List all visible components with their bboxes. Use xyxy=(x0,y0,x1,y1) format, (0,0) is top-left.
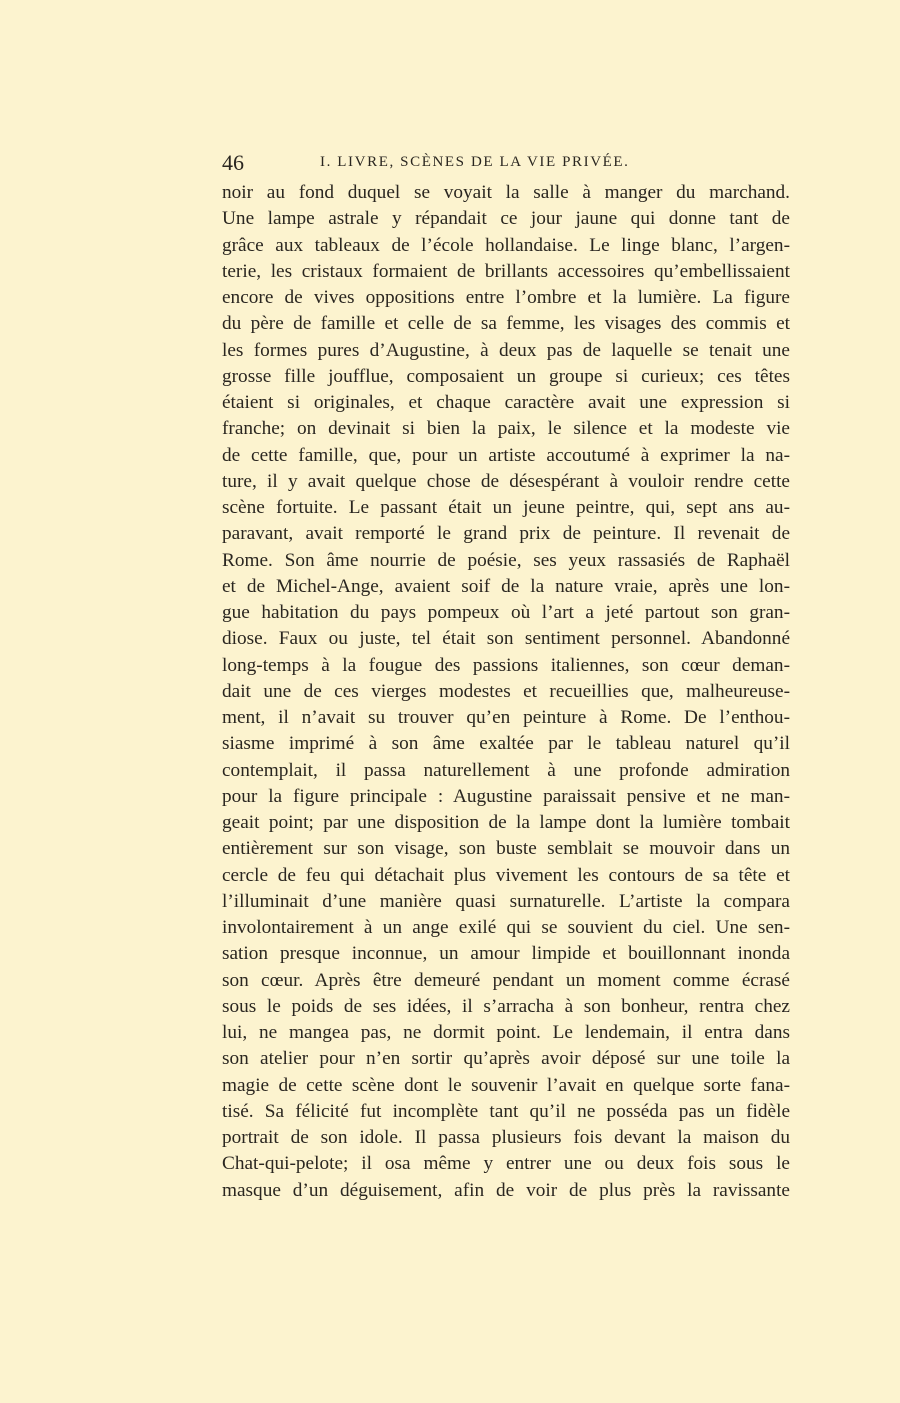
text-line: gue habitation du pays pompeux où l’art a jeté partout son gran- xyxy=(222,602,790,623)
text-line: masque d’un déguisement, afin de voir de plus près la ravissante xyxy=(222,1179,790,1201)
page-number: 46 xyxy=(222,150,244,175)
text-line: et de Michel-Ange, avaient soif de la nature vraie, après une lon- xyxy=(222,575,790,597)
text-line: diose. Faux ou juste, tel était son sentiment personnel. Abandonné xyxy=(222,628,790,650)
text-line: involontairement à un ange exilé qui se souvient du ciel. Une sen- xyxy=(222,917,790,938)
text-line: dait une de ces vierges modestes et recueillies que, malheureuse- xyxy=(222,680,790,702)
text-line: terie, les cristaux formaient de brillants accessoires qu’embellissaient xyxy=(222,260,790,282)
text-line: encore de vives oppositions entre l’ombre et la lumière. La figure xyxy=(222,287,790,308)
text-line: portrait de son idole. Il passa plusieurs fois devant la maison du xyxy=(222,1127,790,1148)
text-line: sation presque inconnue, un amour limpide et bouillonnant inonda xyxy=(222,943,790,965)
text-line: Chat-qui-pelote; il osa même y entrer une ou deux fois sous le xyxy=(222,1153,790,1175)
text-line: paravant, avait remporté le grand prix de peinture. Il revenait de xyxy=(222,523,790,545)
text-line: entièrement sur son visage, son buste semblait se mouvoir dans un xyxy=(222,838,790,860)
text-line: franche; on devinait si bien la paix, le silence et la modeste vie xyxy=(222,418,790,440)
body-text xyxy=(222,180,790,1204)
text-line: de cette famille, que, pour un artiste accoutumé à exprimer la na- xyxy=(222,444,790,466)
text-line: son cœur. Après être demeuré pendant un moment comme écrasé xyxy=(222,969,790,991)
text-line: cercle de feu qui détachait plus vivement les contours de sa tête et xyxy=(222,864,790,886)
text-line: contemplait, il passa naturellement à une profonde admiration xyxy=(222,759,790,781)
text-line: Rome. Son âme nourrie de poésie, ses yeux rassasiés de Raphaël xyxy=(222,549,790,571)
text-line: ture, il y avait quelque chose de désespérant à vouloir rendre cette xyxy=(222,470,790,492)
text-line: pour la figure principale : Augustine paraissait pensive et ne man- xyxy=(222,785,790,807)
text-line: ment, il n’avait su trouver qu’en peinture à Rome. De l’enthou- xyxy=(222,707,790,728)
running-head: I. LIVRE, SCÈNES DE LA VIE PRIVÉE. xyxy=(320,154,630,170)
text-line: lui, ne mangea pas, ne dormit point. Le lendemain, il entra dans xyxy=(222,1022,790,1043)
text-line: sous le poids de ses idées, il s’arracha à son bonheur, rentra chez xyxy=(222,995,790,1017)
text-line: tisé. Sa félicité fut incomplète tant qu’il ne posséda pas un fidèle xyxy=(222,1100,790,1122)
text-line: geait point; par une disposition de la lampe dont la lumière tombait xyxy=(222,812,790,833)
text-line: long-temps à la fougue des passions italiennes, son cœur deman- xyxy=(222,654,790,676)
text-line: son atelier pour n’en sortir qu’après avoir déposé sur une toile la xyxy=(222,1048,790,1070)
page-header xyxy=(222,150,790,176)
text-line: grosse fille joufflue, composaient un groupe si curieux; ces têtes xyxy=(222,365,790,387)
text-line: étaient si originales, et chaque caractère avait une expression si xyxy=(222,392,790,413)
text-line: Une lampe astrale y répandait ce jour jaune qui donne tant de xyxy=(222,208,790,230)
text-line: les formes pures d’Augustine, à deux pas de laquelle se tenait une xyxy=(222,339,790,361)
text-line: l’illuminait d’une manière quasi surnaturelle. L’artiste la compara xyxy=(222,890,790,912)
text-line: du père de famille et celle de sa femme, les visages des commis et xyxy=(222,313,790,335)
text-line: grâce aux tableaux de l’école hollandaise. Le linge blanc, l’argen- xyxy=(222,234,790,256)
text-line: noir au fond duquel se voyait la salle à manger du marchand. xyxy=(222,182,790,203)
text-line: siasme imprimé à son âme exaltée par le tableau naturel qu’il xyxy=(222,733,790,755)
text-line: magie de cette scène dont le souvenir l’avait en quelque sorte fana- xyxy=(222,1074,790,1096)
text-line: scène fortuite. Le passant était un jeune peintre, qui, sept ans au- xyxy=(222,497,790,518)
